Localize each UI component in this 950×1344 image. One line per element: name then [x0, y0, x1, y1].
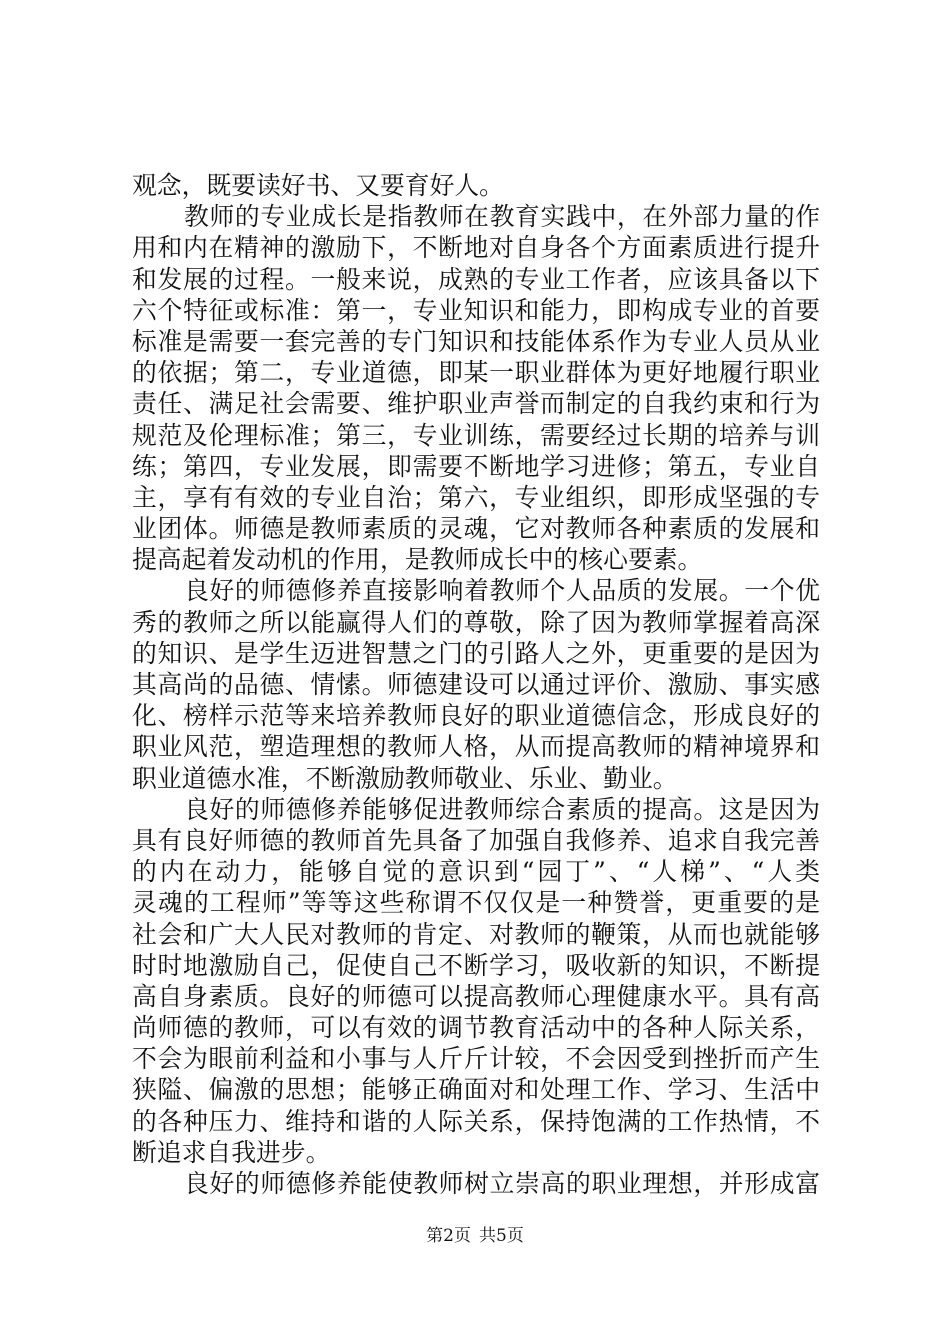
body-text: [132, 170, 820, 1199]
text-line: 六个特征或标准：第一，专业知识和能力，即构成专业的首要: [132, 295, 820, 325]
text-line: 不会为眼前利益和小事与人斤斤计较，不会因受到挫折而产生: [132, 1044, 820, 1074]
page-number: 第2页: [426, 1226, 471, 1246]
text-line: 化、榜样示范等来培养教师良好的职业道德信念，形成良好的: [132, 701, 820, 731]
text-line: 提高起着发动机的作用，是教师成长中的核心要素。: [132, 545, 703, 575]
text-line: 职业风范，塑造理想的教师人格，从而提高教师的精神境界和: [132, 732, 820, 762]
text-line: 职业道德水准，不断激励教师敬业、乐业、勤业。: [132, 763, 678, 793]
text-line: 责任、满足社会需要、维护职业声誉而制定的自我约束和行为: [132, 389, 820, 419]
text-line: 高自身素质。良好的师德可以提高教师心理健康水平。具有高: [132, 981, 820, 1011]
text-line: 良好的师德修养能使教师树立崇高的职业理想，并形成富: [184, 1169, 820, 1198]
text-line: 尚师德的教师，可以有效的调节教育活动中的各种人际关系，: [132, 1013, 820, 1043]
text-line: 规范及伦理标准；第三，专业训练，需要经过长期的培养与训: [132, 420, 820, 450]
text-line: 的各种压力、维持和谐的人际关系，保持饱满的工作热情，不: [132, 1106, 820, 1136]
text-line: 业团体。师德是教师素质的灵魂，它对教师各种素质的发展和: [132, 514, 820, 544]
page-footer: [0, 1225, 950, 1247]
text-line: 社会和广大人民对教师的肯定、对教师的鞭策，从而也就能够: [132, 919, 820, 949]
text-line: 具有良好师德的教师首先具备了加强自我修养、追求自我完善: [132, 825, 820, 855]
text-line: 断追求自我进步。: [132, 1137, 331, 1167]
text-line: 良好的师德修养能够促进教师综合素质的提高。这是因为: [184, 794, 820, 824]
text-line: 练；第四，专业发展，即需要不断地学习进修；第五，专业自: [132, 451, 820, 481]
text-line: 教师的专业成长是指教师在教育实践中，在外部力量的作: [184, 202, 820, 232]
text-line: 的知识、是学生迈进智慧之门的引路人之外，更重要的是因为: [132, 638, 820, 668]
text-line: 和发展的过程。一般来说，成熟的专业工作者，应该具备以下: [132, 264, 820, 294]
text-line: 的依据；第二，专业道德，即某一职业群体为更好地履行职业: [132, 358, 820, 388]
text-line: 秀的教师之所以能赢得人们的尊敬，除了因为教师掌握着高深: [132, 607, 820, 637]
text-line: 时时地激励自己，促使自己不断学习，吸收新的知识，不断提: [132, 950, 820, 980]
page-total: 共5页: [479, 1226, 524, 1246]
text-line: 其高尚的品德、情愫。师德建设可以通过评价、激励、事实感: [132, 670, 820, 699]
text-line: 主，享有有效的专业自治；第六，专业组织，即形成坚强的专: [132, 482, 820, 512]
text-line: 的内在动力，能够自觉的意识到“园丁”、“人梯”、“人类: [132, 857, 820, 887]
text-line: 灵魂的工程师”等等这些称谓不仅仅是一种赞誉，更重要的是: [132, 888, 820, 918]
text-line: 观念，既要读好书、又要育好人。: [132, 171, 504, 200]
text-line: 狭隘、偏激的思想；能够正确面对和处理工作、学习、生活中: [132, 1075, 820, 1105]
text-line: 用和内在精神的激励下，不断地对自身各个方面素质进行提升: [132, 233, 820, 263]
text-line: 标准是需要一套完善的专门知识和技能体系作为专业人员从业: [132, 326, 820, 356]
text-line: 良好的师德修养直接影响着教师个人品质的发展。一个优: [184, 576, 820, 606]
